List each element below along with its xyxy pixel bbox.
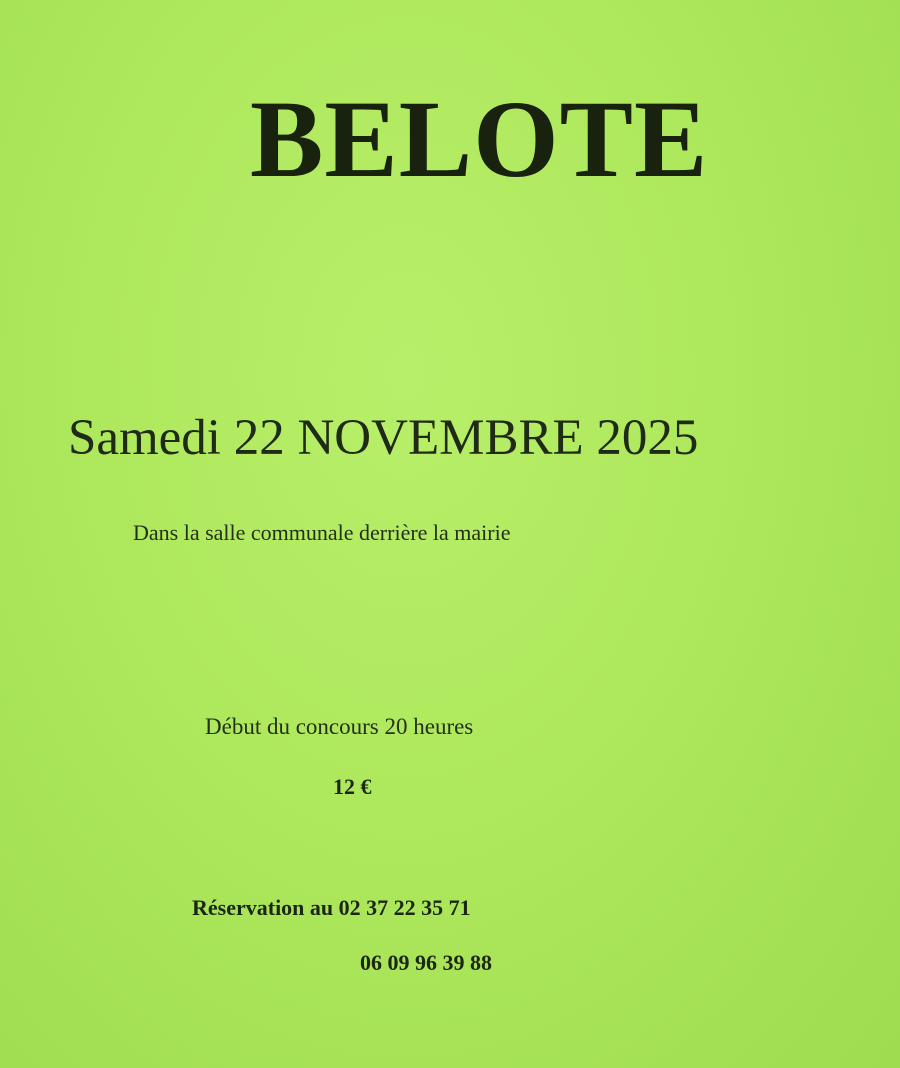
- event-date: Samedi 22 NOVEMBRE 2025: [68, 410, 699, 466]
- reservation-phone: Réservation au 02 37 22 35 71: [192, 895, 471, 920]
- event-location: Dans la salle communale derrière la mairie: [133, 520, 511, 545]
- secondary-phone: 06 09 96 39 88: [360, 950, 492, 975]
- start-time: Début du concours 20 heures: [205, 714, 474, 739]
- poster-title: BELOTE: [250, 78, 709, 200]
- entry-price: 12 €: [333, 774, 372, 799]
